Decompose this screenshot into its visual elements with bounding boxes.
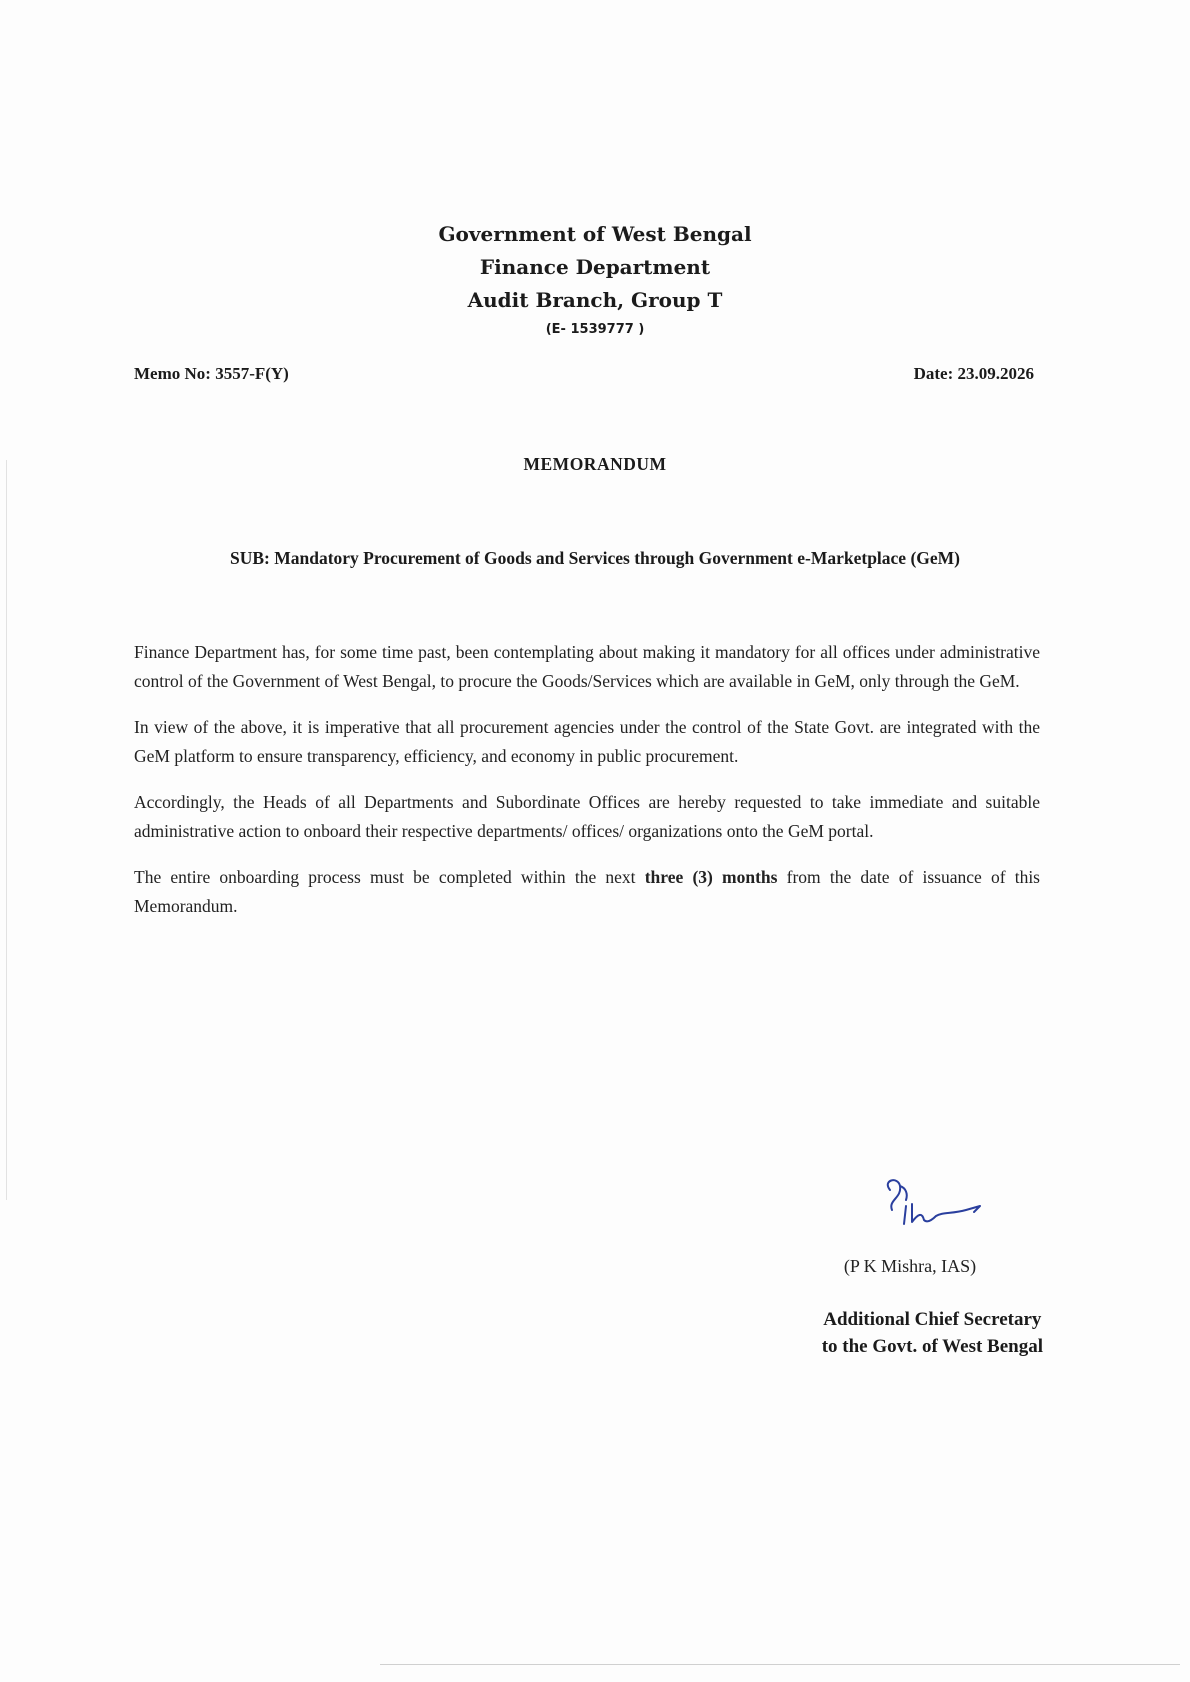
body-paragraph: In view of the above, it is imperative that all procurement agencies under the control of the State Govt. are integrated with the GeM platform to ensure transparency, efficiency, and economy in public procurement. — [134, 717, 1040, 766]
handwritten-signature — [876, 1176, 996, 1236]
letterhead-government: Government of West Bengal — [438, 222, 752, 246]
subject-line: SUB: Mandatory Procurement of Goods and Services through Government e-Marketplace (GeM) — [229, 548, 961, 568]
letterhead — [0, 218, 1190, 341]
letterhead-branch: Audit Branch, Group T — [467, 288, 723, 312]
e-file-reference: (E- 1539777 ) — [545, 322, 645, 337]
deadline-text-after: from the date of issuance of this Memorandum. — [134, 867, 1040, 916]
memo-reference-row — [134, 364, 1034, 384]
signature-stroke — [904, 1204, 980, 1224]
signatory-name: (P K Mishra, IAS) — [843, 1256, 977, 1276]
scan-edge-line — [380, 1664, 1180, 1665]
body-paragraph: Finance Department has, for some time past, been contemplating about making it mandatory for all offices under administrative control of the Government of West Bengal, to procure the Goods/Services which are available in GeM, only through the GeM. — [134, 642, 1040, 691]
document-title: MEMORANDUM — [523, 454, 667, 474]
letterhead-department: Finance Department — [479, 255, 711, 279]
signatory-designation — [822, 1306, 1043, 1360]
signature-stroke — [888, 1180, 907, 1210]
memo-number: Memo No: 3557-F(Y) — [134, 364, 289, 383]
designation-line: Additional Chief Secretary — [823, 1309, 1042, 1330]
deadline-period: three (3) months — [644, 867, 778, 887]
body-paragraph-deadline — [134, 863, 1040, 920]
deadline-text-before: The entire onboarding process must be completed within the next — [134, 867, 645, 887]
scan-edge-line — [6, 460, 7, 1200]
designation-line: to the Govt. of West Bengal — [821, 1336, 1043, 1357]
memo-body — [134, 638, 1040, 938]
memo-date: Date: 23.09.2026 — [913, 364, 1034, 383]
body-paragraph: Accordingly, the Heads of all Departments and Subordinate Offices are hereby requested to take immediate and suitable administrative action to onboard their respective departments/ offices/ organizations onto the GeM portal. — [134, 792, 1040, 841]
